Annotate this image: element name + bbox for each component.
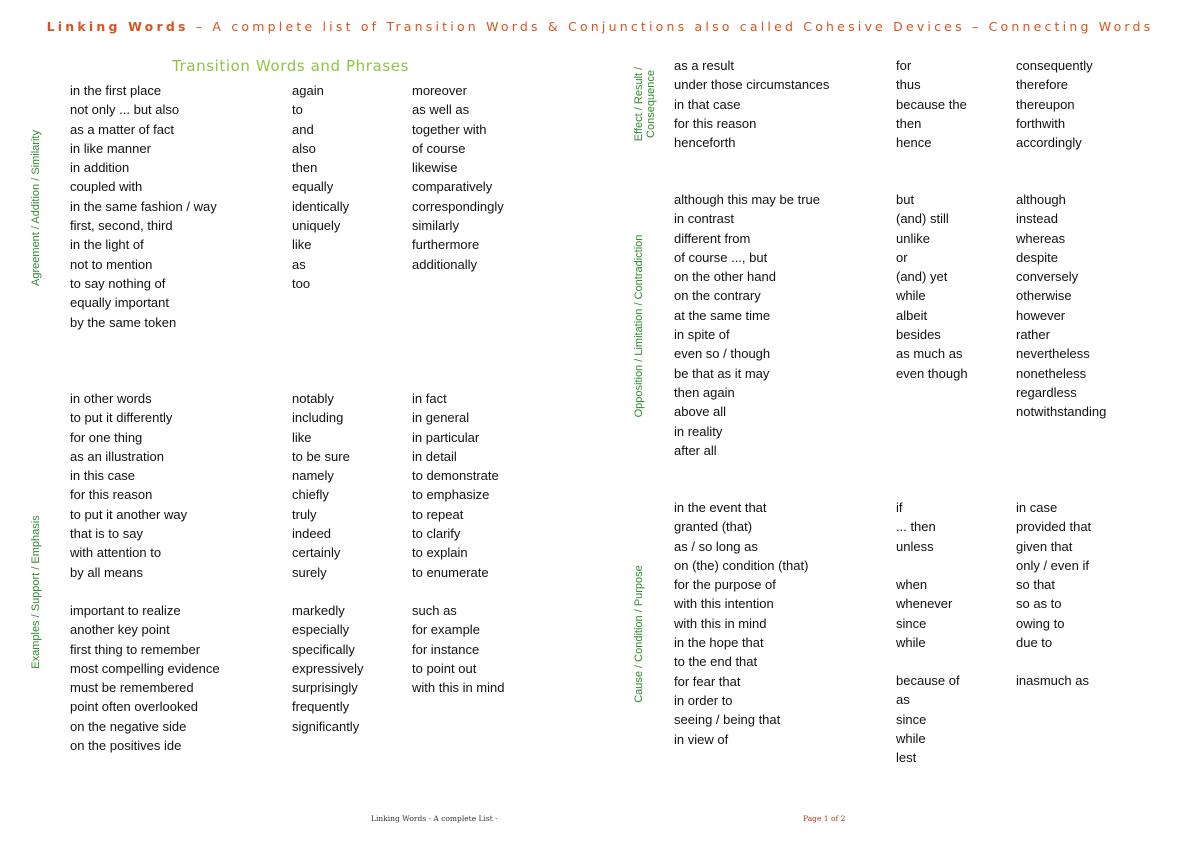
list-item: equally (292, 179, 334, 195)
list-item: while (896, 634, 926, 650)
list-item: chiefly (292, 487, 329, 503)
list-item: in the hope that (674, 635, 764, 651)
list-item: in fact (412, 391, 447, 406)
list-item: to demonstrate (412, 468, 499, 484)
list-item: given that (1016, 538, 1073, 554)
list-item: identically (292, 198, 350, 214)
examples-col3a (412, 389, 499, 582)
list-item: to put it differently (70, 410, 173, 426)
list-item: indeed (292, 526, 332, 542)
list-item: rather (1016, 327, 1050, 343)
examples-col3b (412, 601, 504, 697)
list-item: instead (1016, 211, 1058, 227)
cause-col2a (896, 498, 936, 556)
list-item: must be remembered (70, 680, 194, 696)
agreement-col3 (412, 81, 504, 274)
agreement-col1 (70, 81, 217, 332)
list-item: for one thing (70, 429, 143, 445)
list-item: but (896, 192, 915, 207)
cause-col3a (1016, 498, 1091, 652)
list-item: whenever (896, 596, 953, 612)
list-item: of course (412, 140, 466, 156)
list-item: on (the) condition (that) (674, 557, 809, 573)
list-item: while (896, 288, 926, 304)
list-item: as a result (674, 58, 734, 73)
examples-col1b (70, 601, 220, 755)
list-item: first, second, third (70, 218, 173, 234)
list-item: truly (292, 506, 317, 522)
list-item: with this intention (674, 596, 774, 612)
list-item: equally important (70, 295, 169, 311)
list-item: unless (896, 538, 934, 554)
list-item: too (292, 275, 311, 291)
cause-col3b (1016, 671, 1089, 690)
list-item: although this may be true (674, 192, 820, 207)
list-item: (and) yet (896, 269, 948, 285)
list-item: since (896, 615, 927, 631)
page-number: Page 1 of 2 (803, 814, 846, 823)
list-item: therefore (1016, 77, 1069, 93)
list-item: for the purpose of (674, 577, 776, 593)
list-item: on the other hand (674, 269, 776, 285)
footer-title: Linking Words - A complete List - (371, 814, 498, 823)
examples-col2b (292, 601, 364, 736)
list-item: specifically (292, 641, 355, 657)
list-item: by all means (70, 564, 143, 580)
opposition-col2 (896, 190, 968, 383)
list-item: like (292, 429, 312, 445)
examples-col1a (70, 389, 187, 582)
list-item: because the (896, 96, 967, 112)
list-item: in that case (674, 96, 741, 112)
list-item: seeing / being that (674, 712, 781, 728)
list-item: on the contrary (674, 288, 761, 304)
header-rest: – A complete list of Transition Words & Conjunctions also called Cohesive Devices – Connecting Words (188, 19, 1154, 34)
list-item: albeit (896, 307, 928, 323)
list-item: nevertheless (1016, 346, 1090, 362)
list-item: unlike (896, 230, 930, 246)
list-item: expressively (292, 660, 364, 676)
list-item: also (292, 140, 316, 156)
list-item: as much as (896, 346, 963, 362)
list-item: provided that (1016, 519, 1092, 535)
list-item: above all (674, 404, 727, 420)
list-item: under those circumstances (674, 77, 830, 93)
list-item: when (896, 577, 928, 592)
list-item: as (292, 256, 306, 272)
list-item: so as to (1016, 596, 1062, 612)
examples-col2a (292, 389, 350, 582)
list-item: surprisingly (292, 680, 358, 696)
list-item: besides (896, 327, 941, 343)
list-item: since (896, 711, 927, 727)
list-item: in order to (674, 692, 733, 708)
list-item: hence (896, 135, 932, 151)
list-item: henceforth (674, 135, 736, 151)
list-item: such as (412, 603, 457, 618)
list-item: namely (292, 468, 334, 484)
list-item: even though (896, 365, 968, 381)
list-item: another key point (70, 622, 170, 638)
list-item: furthermore (412, 237, 480, 253)
list-item: in other words (70, 391, 152, 406)
list-item: otherwise (1016, 288, 1072, 304)
list-item: to explain (412, 545, 468, 561)
list-item: conversely (1016, 269, 1079, 285)
header-lead: Linking Words (46, 19, 189, 34)
list-item: certainly (292, 545, 341, 561)
list-item: for instance (412, 641, 480, 657)
list-item: at the same time (674, 307, 771, 323)
list-item: in the first place (70, 83, 162, 98)
list-item: of course ..., but (674, 249, 768, 265)
list-item: thereupon (1016, 96, 1075, 112)
opposition-col1 (674, 190, 820, 460)
list-item: to point out (412, 660, 477, 676)
cause-col2b (896, 575, 952, 652)
list-item: only / even if (1016, 557, 1089, 573)
list-item: most compelling evidence (70, 660, 220, 676)
list-item: as / so long as (674, 538, 758, 554)
list-item: regardless (1016, 384, 1077, 400)
list-item: uniquely (292, 218, 341, 234)
list-item: if (896, 500, 903, 515)
list-item: notably (292, 391, 334, 406)
list-item: although (1016, 192, 1066, 207)
list-item: in contrast (674, 211, 734, 227)
list-item: additionally (412, 256, 478, 272)
list-item: then again (674, 384, 735, 400)
list-item: due to (1016, 635, 1053, 651)
list-item: in case (1016, 500, 1058, 515)
effect-col1 (674, 56, 829, 152)
list-item: frequently (292, 699, 350, 715)
list-item: in the light of (70, 237, 144, 253)
list-item: despite (1016, 249, 1058, 265)
list-item: first thing to remember (70, 641, 201, 657)
list-item: be that as it may (674, 365, 770, 381)
list-item: so that (1016, 577, 1056, 593)
list-item: like (292, 237, 312, 253)
list-item: consequently (1016, 58, 1093, 73)
list-item: owing to (1016, 615, 1065, 631)
list-item: to clarify (412, 526, 461, 542)
list-item: forthwith (1016, 115, 1066, 131)
list-item: in reality (674, 423, 723, 439)
list-item: for fear that (674, 673, 741, 689)
list-item: whereas (1016, 230, 1066, 246)
list-item: not to mention (70, 256, 153, 272)
list-item: in spite of (674, 327, 730, 343)
list-item: correspondingly (412, 198, 504, 214)
list-item: in general (412, 410, 470, 426)
list-item: and (292, 121, 314, 137)
list-item: or (896, 249, 908, 265)
list-item: as an illustration (70, 448, 164, 464)
list-item: in the same fashion / way (70, 198, 217, 214)
list-item: then (896, 115, 922, 131)
list-item: however (1016, 307, 1066, 323)
list-item: point often overlooked (70, 699, 198, 715)
list-item: important to realize (70, 603, 181, 618)
list-item: significantly (292, 718, 360, 734)
page-subtitle: Transition Words and Phrases (172, 57, 410, 75)
list-item: to (292, 102, 303, 118)
effect-col3 (1016, 56, 1093, 152)
list-item: together with (412, 121, 487, 137)
list-item: likewise (412, 160, 458, 176)
list-item: in this case (70, 468, 136, 484)
list-item: because of (896, 673, 960, 688)
list-item: similarly (412, 218, 459, 234)
list-item: with this in mind (674, 615, 767, 631)
list-item: to the end that (674, 654, 758, 670)
list-item: coupled with (70, 179, 143, 195)
list-item: as a matter of fact (70, 121, 175, 137)
list-item: as (896, 692, 910, 708)
list-item: by the same token (70, 314, 177, 330)
list-item: surely (292, 564, 327, 580)
list-item: for example (412, 622, 480, 638)
list-item: (and) still (896, 211, 949, 227)
list-item: including (292, 410, 344, 426)
list-item: to be sure (292, 448, 350, 464)
list-item: in detail (412, 448, 457, 464)
list-item: markedly (292, 603, 345, 618)
effect-col2 (896, 56, 967, 152)
list-item: to say nothing of (70, 275, 166, 291)
list-item: moreover (412, 83, 467, 98)
list-item: in view of (674, 731, 729, 747)
list-item: for (896, 58, 912, 73)
opposition-col3 (1016, 190, 1106, 422)
effect-label-line2: Consequence (645, 70, 657, 138)
list-item: in particular (412, 429, 480, 445)
list-item: with this in mind (412, 680, 505, 696)
list-item: granted (that) (674, 519, 753, 535)
list-item: not only ... but also (70, 102, 180, 118)
list-item: especially (292, 622, 350, 638)
list-item: for this reason (674, 115, 757, 131)
list-item: in addition (70, 160, 130, 176)
list-item: nonetheless (1016, 365, 1087, 381)
list-item: then (292, 160, 318, 176)
list-item: accordingly (1016, 135, 1082, 151)
cause-col1 (674, 498, 808, 749)
list-item: to repeat (412, 506, 464, 522)
list-item: comparatively (412, 179, 493, 195)
list-item: inasmuch as (1016, 673, 1089, 688)
list-item: lest (896, 750, 917, 766)
list-item: to enumerate (412, 564, 489, 580)
list-item: to put it another way (70, 506, 188, 522)
list-item: to emphasize (412, 487, 490, 503)
list-item: in like manner (70, 140, 151, 156)
list-item: after all (674, 442, 717, 458)
list-item: on the negative side (70, 718, 187, 734)
list-item: on the positives ide (70, 738, 182, 754)
agreement-col2 (292, 81, 349, 293)
list-item: for this reason (70, 487, 153, 503)
list-item: in the event that (674, 500, 767, 515)
list-item: with attention to (70, 545, 162, 561)
list-item: even so / though (674, 346, 771, 362)
list-item: thus (896, 77, 921, 93)
list-item: again (292, 83, 324, 98)
cause-col2c (896, 671, 960, 767)
page-header (0, 19, 1200, 34)
list-item: different from (674, 230, 751, 246)
list-item: notwithstanding (1016, 404, 1107, 420)
effect-label-line1: Effect / Result / (633, 66, 645, 142)
list-item: while (896, 730, 926, 746)
list-item: ... then (896, 519, 936, 535)
list-item: that is to say (70, 526, 143, 542)
list-item: as well as (412, 102, 470, 118)
